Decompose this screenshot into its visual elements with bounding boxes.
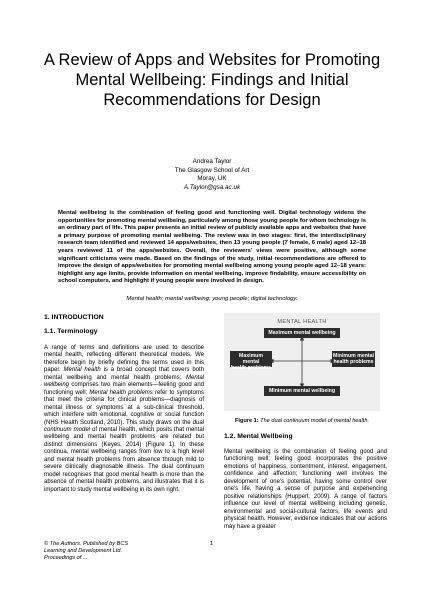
section-heading-introduction: 1. INTRODUCTION: [44, 314, 104, 321]
figure-caption: [224, 418, 380, 424]
terminology-paragraph: [44, 345, 204, 494]
paragraph-text: Mental wellbeing is the combination of feeling good and functioning well; feeling good incorporates the positive emotions of happiness, contentment, interest, engagement, confidence and affection; functioning well involves the development of one's potential, having some control over one's life, having a sense of purpose and experiencing positive relationships (Huppert, 2009). A range of factors influence our level of mental wellbeing including genetic, environmental and social-cultural factors, life events and physical health. However, evidence indicates that our actions may have a greater: [224, 449, 387, 530]
text-segment: A range of terms and definitions are used to describe mental health, reflecting different theoretical models. We therefore begin by briefly defining the terms used in this paper.: [44, 345, 204, 374]
box-minimum-mental-health-problems: [332, 351, 375, 367]
author-institution: The Glasgow School of Art: [174, 166, 250, 174]
text-segment: comprises two main elements—feeling good and functioning well;: [44, 382, 204, 396]
page-number: 1: [210, 541, 214, 547]
keywords: Mental health; mental wellbeing; young people; digital technology.: [126, 296, 298, 302]
figure-dual-continuum: [224, 313, 380, 411]
term-mental-wellbeing: Mental wellbeing: [44, 374, 204, 389]
caption-text: The dual continuum model of mental health.: [258, 418, 369, 424]
footer-line: Learning and Development Ltd.: [44, 548, 123, 554]
author-block: [0, 158, 424, 192]
author-name: Andrea Taylor: [192, 158, 232, 165]
caption-label: Figure 1:: [234, 418, 259, 424]
box-maximum-mental-health-problems: [230, 351, 272, 372]
box-line: Maximum mental: [239, 353, 263, 366]
mental-wellbeing-paragraph: [224, 449, 387, 531]
text-segment: is a broad concept that covers both mental wellbeing and mental health problems;: [44, 367, 204, 381]
subsection-heading-terminology: 1.1. Terminology: [44, 328, 98, 335]
box-line: Minimum mental: [333, 353, 374, 359]
box-minimum-mental-wellbeing: Minimum mental wellbeing: [264, 386, 340, 396]
term-dual-continuum: dual continuum model: [44, 419, 204, 433]
footer-copyright: [44, 541, 128, 562]
text-segment: of mental health, which posits that mental wellbeing and mental health problems are related but distinct dimensions (Keyes, 2014) (Figure 1). In these continua, mental wellbeing ranges from low to a high level and mental health problems from absence through mild to severe clinically diagnosable illness. The dual continuum model recognises that good mental health is more than the absence of mental health problems, and illustrates that it is important to study mental wellbeing in its own right.: [44, 426, 204, 493]
text-segment: refer to symptoms that meet the criteria for clinical problems—diagnosis of mental illness or symptoms at a sub-clinical threshold, which interfere with emotional, cognitive or social function (NHS Health Scotland, 2010). This study draws on the: [44, 389, 204, 426]
footer-line: Proceedings of ...: [44, 555, 88, 561]
box-line: health problems: [333, 359, 374, 366]
term-mental-health: Mental health: [63, 367, 101, 374]
author-email: A.Taylor@gsa.ac.uk: [183, 183, 241, 191]
abstract: Mental wellbeing is the combination of feeling good and functioning well. Digital technology widens the opportunities for promoting mental wellbeing, particularly among those young people for whom technology is an ordinary part of life. This paper presents an initial review of publicly available apps and websites that have a primary purpose of promoting mental wellbeing. The review was in two stages: first, the interdisciplinary research team identified and reviewed 14 apps/websites, then 13 young people (7 female, 6 male) aged 12–18 years reviewed 11 of the apps/websites. Overall, the reviewers' views were positive, although some significant criticisms were made. Based on the findings of the study, initial recommendations are offered to improve the design of apps/websites for promoting mental wellbeing among young people aged 12–18 years: highlight any age limits, provide information on mental wellbeing, improve findability, ensure accessibility on school computers, and highlight if young people were involved in design.: [58, 210, 366, 285]
box-maximum-mental-wellbeing: Maximum mental wellbeing: [264, 328, 340, 338]
box-line: health problems: [230, 365, 272, 372]
figure-header: MENTAL HEALTH: [277, 319, 327, 325]
term-mental-health-problems: Mental health problems: [89, 389, 153, 396]
subsection-heading-mental-wellbeing: 1.2. Mental Wellbeing: [224, 433, 293, 440]
footer-line: © The Authors. Published by BCS: [44, 541, 129, 547]
paper-title: A Review of Apps and Websites for Promoting Mental Wellbeing: Findings and Initial Recommendations for Design: [43, 51, 381, 109]
author-location: Moray, UK: [197, 175, 227, 183]
